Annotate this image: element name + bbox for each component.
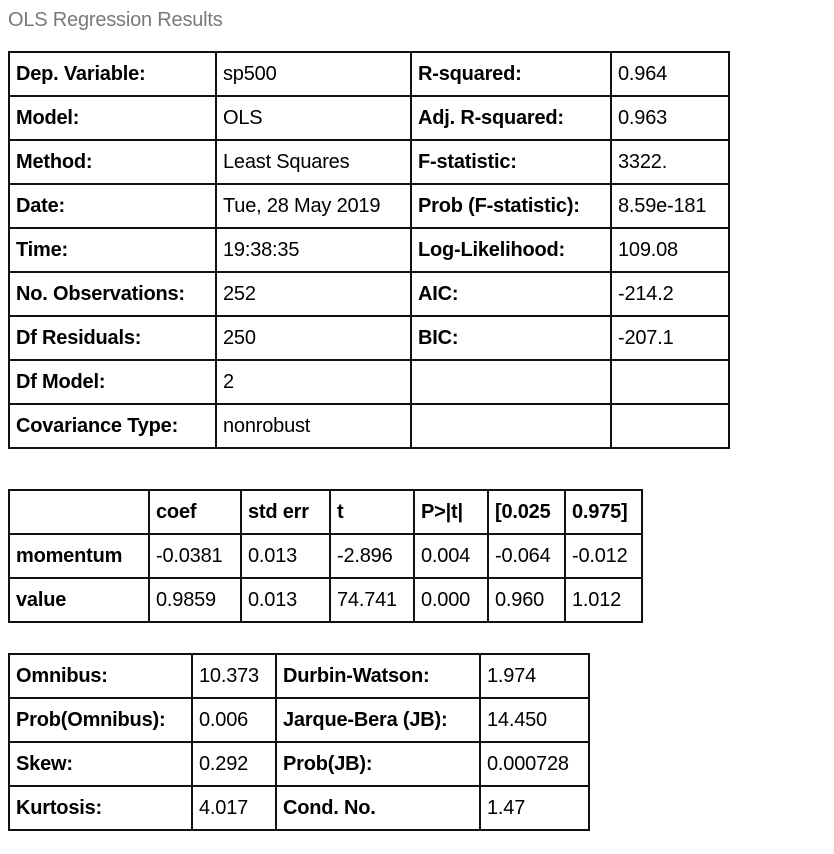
diagnostic-label: Durbin-Watson: bbox=[276, 654, 480, 698]
summary-value: 19:38:35 bbox=[216, 228, 411, 272]
table-row bbox=[9, 140, 729, 184]
summary-label: BIC: bbox=[411, 316, 611, 360]
std-err-value: 0.013 bbox=[241, 578, 330, 622]
variable-name: momentum bbox=[9, 534, 149, 578]
diagnostics-table bbox=[8, 653, 590, 831]
ci-lower-value: 0.960 bbox=[488, 578, 565, 622]
coef-value: 0.9859 bbox=[149, 578, 241, 622]
summary-label: Time: bbox=[9, 228, 216, 272]
model-summary-table bbox=[8, 51, 730, 449]
summary-empty-cell bbox=[611, 360, 729, 404]
table-row bbox=[9, 786, 589, 830]
t-value: -2.896 bbox=[330, 534, 414, 578]
diagnostic-value: 1.47 bbox=[480, 786, 589, 830]
summary-value: -214.2 bbox=[611, 272, 729, 316]
table-row bbox=[9, 52, 729, 96]
diagnostic-label: Prob(Omnibus): bbox=[9, 698, 192, 742]
table-row bbox=[9, 96, 729, 140]
diagnostic-label: Jarque-Bera (JB): bbox=[276, 698, 480, 742]
summary-label: Adj. R-squared: bbox=[411, 96, 611, 140]
diagnostic-value: 0.000728 bbox=[480, 742, 589, 786]
summary-value: sp500 bbox=[216, 52, 411, 96]
summary-label: Model: bbox=[9, 96, 216, 140]
summary-value: 0.964 bbox=[611, 52, 729, 96]
table-row bbox=[9, 534, 642, 578]
diagnostic-value: 1.974 bbox=[480, 654, 589, 698]
summary-label: AIC: bbox=[411, 272, 611, 316]
diagnostic-value: 10.373 bbox=[192, 654, 276, 698]
column-header: t bbox=[330, 490, 414, 534]
table-header-row bbox=[9, 490, 642, 534]
summary-value: 0.963 bbox=[611, 96, 729, 140]
summary-label: Log-Likelihood: bbox=[411, 228, 611, 272]
column-header bbox=[9, 490, 149, 534]
table-row bbox=[9, 316, 729, 360]
summary-value: Least Squares bbox=[216, 140, 411, 184]
diagnostic-value: 0.006 bbox=[192, 698, 276, 742]
table-caption: OLS Regression Results bbox=[8, 9, 223, 31]
column-header: coef bbox=[149, 490, 241, 534]
summary-label: Df Model: bbox=[9, 360, 216, 404]
summary-value: 8.59e-181 bbox=[611, 184, 729, 228]
table-row bbox=[9, 578, 642, 622]
summary-label: Dep. Variable: bbox=[9, 52, 216, 96]
table-row bbox=[9, 360, 729, 404]
table-row bbox=[9, 184, 729, 228]
summary-empty-cell bbox=[611, 404, 729, 448]
diagnostic-value: 14.450 bbox=[480, 698, 589, 742]
summary-value: 109.08 bbox=[611, 228, 729, 272]
diagnostic-label: Prob(JB): bbox=[276, 742, 480, 786]
column-header: std err bbox=[241, 490, 330, 534]
ci-upper-value: 1.012 bbox=[565, 578, 642, 622]
std-err-value: 0.013 bbox=[241, 534, 330, 578]
table-row bbox=[9, 404, 729, 448]
column-header: 0.975] bbox=[565, 490, 642, 534]
summary-label: Method: bbox=[9, 140, 216, 184]
ci-lower-value: -0.064 bbox=[488, 534, 565, 578]
summary-empty-cell bbox=[411, 404, 611, 448]
summary-empty-cell bbox=[411, 360, 611, 404]
summary-value: 2 bbox=[216, 360, 411, 404]
diagnostic-value: 0.292 bbox=[192, 742, 276, 786]
summary-value: nonrobust bbox=[216, 404, 411, 448]
summary-label: No. Observations: bbox=[9, 272, 216, 316]
summary-value: OLS bbox=[216, 96, 411, 140]
table-row bbox=[9, 742, 589, 786]
table-row bbox=[9, 228, 729, 272]
table-row bbox=[9, 272, 729, 316]
summary-label: Covariance Type: bbox=[9, 404, 216, 448]
summary-value: 252 bbox=[216, 272, 411, 316]
summary-label: F-statistic: bbox=[411, 140, 611, 184]
coef-value: -0.0381 bbox=[149, 534, 241, 578]
diagnostic-value: 4.017 bbox=[192, 786, 276, 830]
diagnostic-label: Skew: bbox=[9, 742, 192, 786]
summary-label: Date: bbox=[9, 184, 216, 228]
table-row bbox=[9, 698, 589, 742]
ci-upper-value: -0.012 bbox=[565, 534, 642, 578]
column-header: [0.025 bbox=[488, 490, 565, 534]
p-value: 0.004 bbox=[414, 534, 488, 578]
summary-value: Tue, 28 May 2019 bbox=[216, 184, 411, 228]
summary-label: Df Residuals: bbox=[9, 316, 216, 360]
coefficients-table bbox=[8, 489, 643, 623]
summary-label: R-squared: bbox=[411, 52, 611, 96]
table-row bbox=[9, 654, 589, 698]
diagnostic-label: Cond. No. bbox=[276, 786, 480, 830]
summary-value: 250 bbox=[216, 316, 411, 360]
p-value: 0.000 bbox=[414, 578, 488, 622]
t-value: 74.741 bbox=[330, 578, 414, 622]
summary-label: Prob (F-statistic): bbox=[411, 184, 611, 228]
diagnostic-label: Omnibus: bbox=[9, 654, 192, 698]
variable-name: value bbox=[9, 578, 149, 622]
diagnostic-label: Kurtosis: bbox=[9, 786, 192, 830]
column-header: P>|t| bbox=[414, 490, 488, 534]
summary-value: 3322. bbox=[611, 140, 729, 184]
summary-value: -207.1 bbox=[611, 316, 729, 360]
